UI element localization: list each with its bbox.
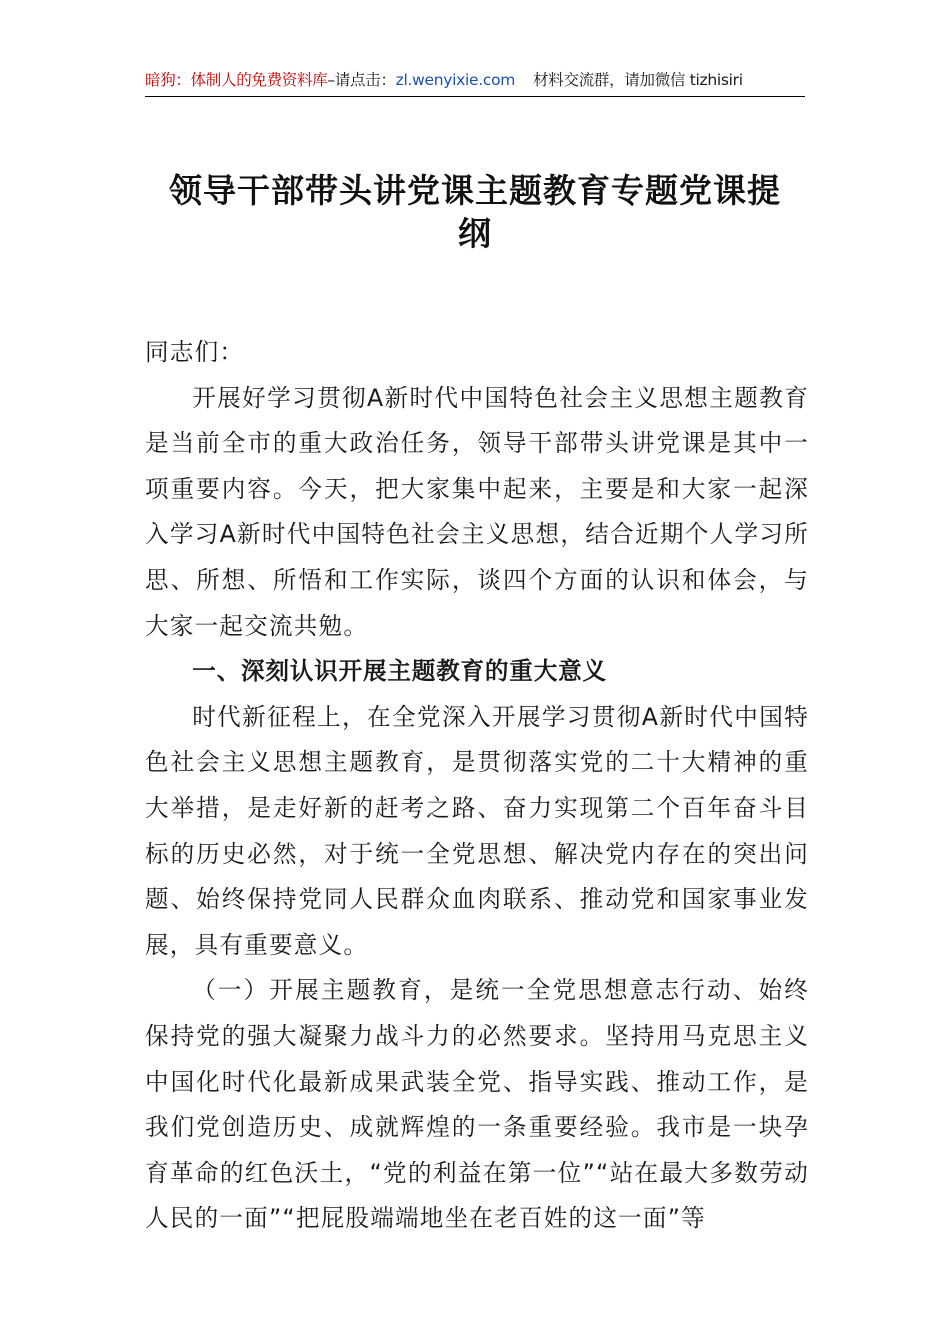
header-separator: –请点击： <box>327 71 396 89</box>
document-title-line2: 纲 <box>458 214 492 253</box>
paragraph-intro: 开展好学习贯彻A新时代中国特色社会主义思想主题教育是当前全市的重大政治任务，领导干部带头讲党课是其中一项重要内容。今天，把大家集中起来，主要是和大家一起深入学习A新时代中国特色社会主义思想，结合近期个人学习所思、所想、所悟和工作实际，谈四个方面的认识和体会，与大家一起交流共勉。 <box>145 383 809 640</box>
paragraph-point-1: （一）开展主题教育，是统一全党思想意志行动、始终保持党的强大凝聚力战斗力的必然要求。坚持用马克思主义中国化时代化最新成果武装全党、指导实践、推动工作，是我们党创造历史、成就辉煌的一条重要经验。我市是一块孕育革命的红色沃土，“党的利益在第一位”“站在最大多数劳动人民的一面”“把屁股端端地坐在老百姓的这一面”等 <box>145 976 809 1233</box>
section-heading-1: 一、深刻认识开展主题教育的重大意义 <box>192 657 607 686</box>
document-body <box>145 330 809 1242</box>
header-link[interactable]: zl.wenyixie.com <box>395 71 516 89</box>
header-divider <box>145 96 805 97</box>
salutation: 同志们： <box>145 338 245 366</box>
page-header <box>145 70 805 90</box>
header-brand: 暗狗：体制人的免费资料库 <box>145 71 328 89</box>
paragraph-significance: 时代新征程上，在全党深入开展学习贯彻A新时代中国特色社会主义思想主题教育，是贯彻落实党的二十大精神的重大举措，是走好新的赶考之路、奋力实现第二个百年奋斗目标的历史必然，对于统一全党思想、解决党内存在的突出问题、始终保持党同人民群众血肉联系、推动党和国家事业发展，具有重要意义。 <box>145 702 809 959</box>
header-note: 材料交流群，请加微信 tizhisiri <box>533 71 743 89</box>
document-title-line1: 领导干部带头讲党课主题教育专题党课提 <box>169 171 781 210</box>
